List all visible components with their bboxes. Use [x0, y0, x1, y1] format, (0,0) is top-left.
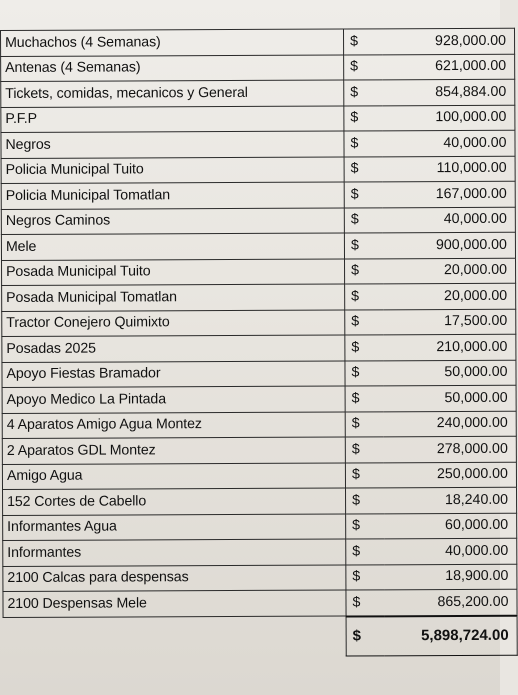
expense-amount: 240,000.00	[384, 411, 517, 437]
expense-row	[1, 79, 515, 107]
expense-amount: 210,000.00	[383, 334, 516, 360]
expense-currency: $	[344, 105, 383, 131]
expense-rows	[1, 28, 518, 617]
expense-row	[1, 105, 515, 133]
expense-amount: 278,000.00	[384, 436, 517, 462]
expense-row	[1, 232, 515, 260]
expense-amount: 621,000.00	[382, 54, 515, 80]
expense-row	[3, 513, 517, 541]
expense-amount: 900,000.00	[383, 232, 516, 258]
expense-concept: Posada Municipal Tuito	[2, 258, 345, 285]
expense-concept: Posadas 2025	[2, 335, 345, 362]
expense-row	[3, 564, 517, 592]
expense-currency: $	[346, 513, 385, 539]
expense-row	[2, 258, 516, 286]
expense-table	[0, 28, 518, 658]
expense-amount: 50,000.00	[383, 360, 516, 386]
expense-concept: Apoyo Medico La Pintada	[2, 386, 345, 413]
expense-row	[2, 334, 516, 362]
expense-currency: $	[345, 258, 384, 284]
expense-amount: 18,240.00	[384, 487, 517, 513]
expense-amount: 20,000.00	[383, 258, 516, 284]
expense-row	[2, 411, 516, 439]
expense-concept: 2 Aparatos GDL Montez	[2, 437, 345, 464]
expense-amount: 250,000.00	[384, 462, 517, 488]
expense-concept: 4 Aparatos Amigo Agua Montez	[2, 411, 345, 438]
expense-row	[2, 436, 516, 464]
expense-row	[2, 283, 516, 311]
expense-currency: $	[345, 335, 384, 361]
expense-concept: Mele	[1, 233, 344, 260]
expense-row	[2, 309, 516, 337]
expense-concept: Negros Caminos	[1, 207, 344, 234]
expense-currency: $	[345, 462, 384, 488]
expense-concept: Policia Municipal Tuito	[1, 156, 344, 183]
expense-currency: $	[343, 29, 382, 55]
expense-concept: Amigo Agua	[2, 462, 345, 489]
expense-row	[1, 156, 515, 184]
expense-currency: $	[346, 590, 385, 616]
expense-concept: Muchachos (4 Semanas)	[1, 29, 344, 56]
expense-amount: 40,000.00	[382, 130, 515, 156]
expense-currency: $	[345, 386, 384, 412]
expense-currency: $	[344, 207, 383, 233]
expense-currency: $	[345, 309, 384, 335]
expense-row	[1, 28, 515, 56]
expense-amount: 100,000.00	[382, 105, 515, 131]
expense-amount: 18,900.00	[384, 564, 517, 590]
expense-currency: $	[346, 539, 385, 565]
expense-amount: 167,000.00	[383, 181, 516, 207]
expense-row	[1, 207, 515, 235]
expense-concept: Informantes	[3, 539, 346, 566]
expense-row	[1, 181, 515, 209]
expense-amount: 854,884.00	[382, 79, 515, 105]
total-currency: $	[346, 616, 385, 656]
total-spacer	[3, 616, 346, 657]
expense-amount: 20,000.00	[383, 283, 516, 309]
expense-concept: Antenas (4 Semanas)	[1, 55, 344, 82]
expense-amount: 865,200.00	[384, 589, 517, 616]
expense-currency: $	[344, 54, 383, 80]
expense-amount: 17,500.00	[383, 309, 516, 335]
expense-concept: Policia Municipal Tomatlan	[1, 182, 344, 209]
expense-row	[2, 360, 516, 388]
expense-currency: $	[345, 360, 384, 386]
expense-sheet	[0, 30, 509, 695]
expense-row	[1, 130, 515, 158]
expense-amount: 110,000.00	[383, 156, 516, 182]
expense-currency: $	[346, 488, 385, 514]
expense-concept: P.F.P	[1, 106, 344, 133]
expense-currency: $	[344, 131, 383, 157]
expense-amount: 40,000.00	[383, 207, 516, 233]
expense-row	[2, 462, 516, 490]
expense-row	[2, 385, 516, 413]
expense-amount: 40,000.00	[384, 538, 517, 564]
expense-amount: 928,000.00	[382, 28, 515, 54]
expense-concept: Apoyo Fiestas Bramador	[2, 360, 345, 387]
expense-row	[3, 487, 517, 515]
expense-concept: 2100 Despensas Mele	[3, 590, 346, 617]
expense-currency: $	[345, 284, 384, 310]
expense-amount: 50,000.00	[384, 385, 517, 411]
expense-row	[3, 589, 517, 617]
expense-currency: $	[345, 411, 384, 437]
total-amount: 5,898,724.00	[385, 615, 518, 655]
expense-amount: 60,000.00	[384, 513, 517, 539]
total-row	[3, 615, 517, 657]
expense-currency: $	[344, 182, 383, 208]
expense-concept: Informantes Agua	[3, 513, 346, 540]
expense-currency: $	[344, 80, 383, 106]
expense-currency: $	[344, 156, 383, 182]
expense-concept: 152 Cortes de Cabello	[3, 488, 346, 515]
expense-concept: Negros	[1, 131, 344, 158]
expense-concept: Tickets, comidas, mecanicos y General	[1, 80, 344, 107]
expense-concept: Posada Municipal Tomatlan	[2, 284, 345, 311]
expense-row	[3, 538, 517, 566]
expense-currency: $	[346, 564, 385, 590]
expense-row	[1, 54, 515, 82]
expense-currency: $	[345, 437, 384, 463]
expense-concept: Tractor Conejero Quimixto	[2, 309, 345, 336]
expense-concept: 2100 Calcas para despensas	[3, 564, 346, 591]
expense-currency: $	[344, 233, 383, 259]
